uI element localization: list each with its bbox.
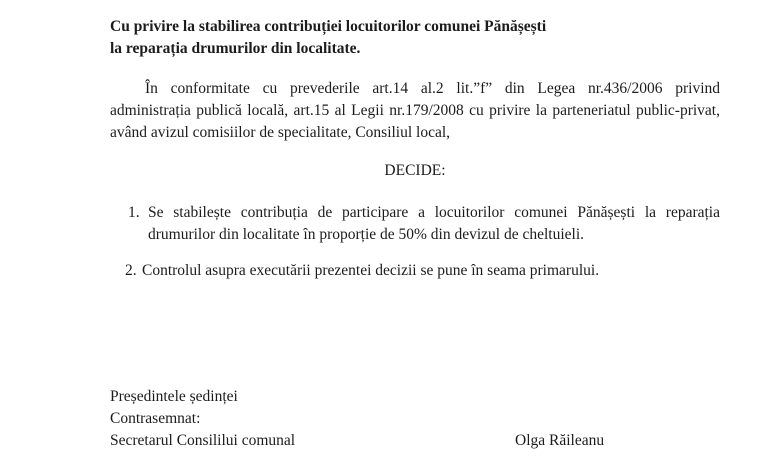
decision-list [110,202,720,282]
intro-line-3: având avizul comisiilor de specialitate, Consiliul local, [110,124,451,141]
decision-item-1-text [148,202,720,246]
document-title [110,16,720,60]
decision-item-1-line-1: Se stabilește contribuția de participare a locuitorilor comunei Pănășești la reparația [148,204,720,221]
decision-item-2-line-1: Controlul asupra executării prezentei decizii se pune în seama primarului. [142,262,600,279]
decision-item-1 [110,202,720,246]
intro-paragraph [110,78,720,144]
signature-block [110,386,720,452]
document-title-line-1: Cu privire la stabilirea contribuției locuitorilor comunei Pănășești [110,18,547,35]
decision-item-2-number: 2. [125,262,137,279]
decide-heading: DECIDE: [384,162,446,179]
secretary-label: Secretarul Consililui comunal [110,432,296,449]
document-title-line-2: la reparația drumurilor din localitate. [110,40,361,57]
decision-item-1-number: 1. [128,204,140,221]
president-label: Președintele ședinței [110,388,238,405]
countersigned-label: Contrasemnat: [110,410,201,427]
document-content [110,16,720,282]
secretary-name: Olga Răileanu [515,432,605,449]
intro-line-1: În conformitate cu prevederile art.14 al.2 lit.”f” din Legea nr.436/2006 privind [145,80,720,97]
decision-item-2-text [142,260,720,282]
decision-item-1-line-2: drumurilor din localitate în proporție de 50% din devizul de cheltuieli. [148,226,585,243]
intro-line-2: administrația publică locală, art.15 al Legii nr.179/2008 cu privire la parteneriatul public-privat, [110,102,720,119]
decision-item-2 [110,260,720,282]
secretary-row [110,430,720,452]
